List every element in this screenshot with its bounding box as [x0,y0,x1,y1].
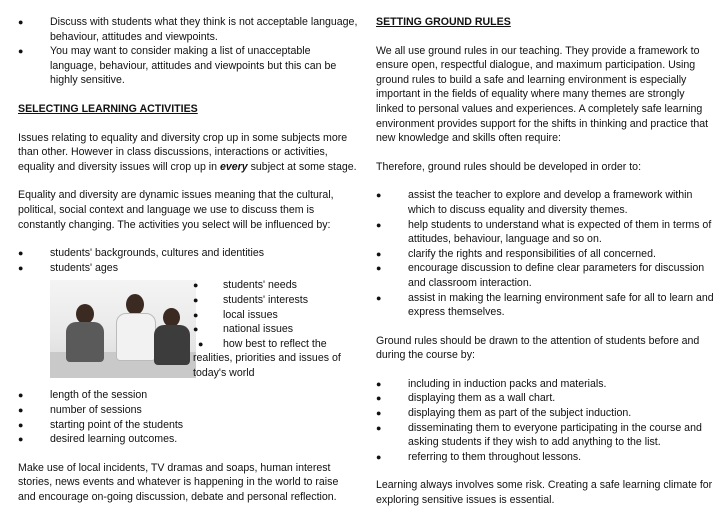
intro-bullet-list [18,15,358,88]
list-item: ● disseminating them to everyone participating in the course and asking students if they wish to add anything to the list. [376,421,714,450]
paragraph-issues [18,131,358,175]
list-item: ● length of the session [18,388,358,403]
students-photo [50,280,196,378]
factors-list-top [18,246,358,275]
emphasis-text: every [219,160,248,173]
text-span: Issues relating to equality and diversity crop up in some subjects more than other. However in class discussions, interactions or activities, equality and diversity issues will crop up in [18,131,348,173]
student-head [126,294,144,315]
purposes-list [376,188,714,319]
list-item: ● displaying them as a wall chart. [376,391,714,406]
paragraph-ground-rules-intro: We all use ground rules in our teaching. They provide a framework to ensure open, respectful dialogue, and maximum participation. Using ground rules to build a safe and learning environment is especially important in the fields of equality where many themes are strongly linked to personal values and experiences. A completely safe learning environment provides support for the shifts in thinking and practice that new knowledge and skills often require: [376,44,709,145]
paragraph-dynamic-issues: Equality and diversity are dynamic issues meaning that the cultural, political, social context and language we use to discuss them is constantly changing. The activities you select will be influenced by: [18,189,334,231]
paragraph-drawn-attention: Ground rules should be drawn to the attention of students before and during the course by: [376,334,700,362]
list-item: ● starting point of the students [18,418,358,433]
section-heading-ground-rules: SETTING GROUND RULES [376,16,511,28]
list-item: ● referring to them throughout lessons. [376,450,714,465]
list-item-text: realities, priorities and issues of today's world [193,352,341,379]
list-item: ● assist in making the learning environment safe for all to learn and express themselves. [376,291,714,320]
student-torso [66,322,104,362]
list-item: ● including in induction packs and materials. [376,377,714,392]
list-item: ● assist the teacher to explore and develop a framework within which to discuss equality and diversity themes. [376,188,714,217]
photo-and-factors [18,278,358,388]
student-torso [116,313,156,361]
list-item: ● encourage discussion to define clear parameters for discussion and classroom interaction. [376,261,714,290]
list-item: ● number of sessions [18,403,358,418]
factors-list-bottom [18,388,358,446]
left-column [18,15,358,504]
text-span: subject at some stage. [247,160,357,173]
list-item [193,337,353,381]
factors-list-side [193,278,353,380]
list-item: ● local issues [193,308,353,323]
paragraph-therefore: Therefore, ground rules should be developed in order to: [376,160,642,173]
paragraph-learning-risk: Learning always involves some risk. Creating a safe learning climate for exploring sensitive issues is essential. [376,479,713,507]
list-item: ● displaying them as part of the subject induction. [376,406,714,421]
list-item: ● students' interests [193,293,353,308]
list-item: ● desired learning outcomes. [18,432,358,447]
list-item: ● students' ages [18,261,358,276]
list-item: ● help students to understand what is expected of them in terms of attitudes, behaviour, language and so on. [376,218,714,247]
section-heading-selecting-activities: SELECTING LEARNING ACTIVITIES [18,102,198,115]
list-item: ● students' backgrounds, cultures and identities [18,246,358,261]
list-item: ● students' needs [193,278,353,293]
student-torso [154,325,190,365]
list-item: ● national issues [193,322,353,337]
methods-list [376,377,714,465]
list-item: ● Discuss with students what they think is not acceptable language, behaviour, attitudes and viewpoints. [18,15,358,44]
student-head [76,304,94,324]
list-item: ● clarify the rights and responsibilities of all concerned. [376,247,714,262]
list-item-text: how best to reflect the [223,337,327,350]
list-item: ● You may want to consider making a list of unacceptable language, behaviour, attitudes and viewpoints but this can be highly sensitive. [18,44,358,88]
right-column [376,15,714,508]
paragraph-local-incidents: Make use of local incidents, TV dramas and soaps, human interest stories, news events and whatever is happening in the world to raise and encourage on-going discussion, debate and personal reflection. [18,461,339,503]
